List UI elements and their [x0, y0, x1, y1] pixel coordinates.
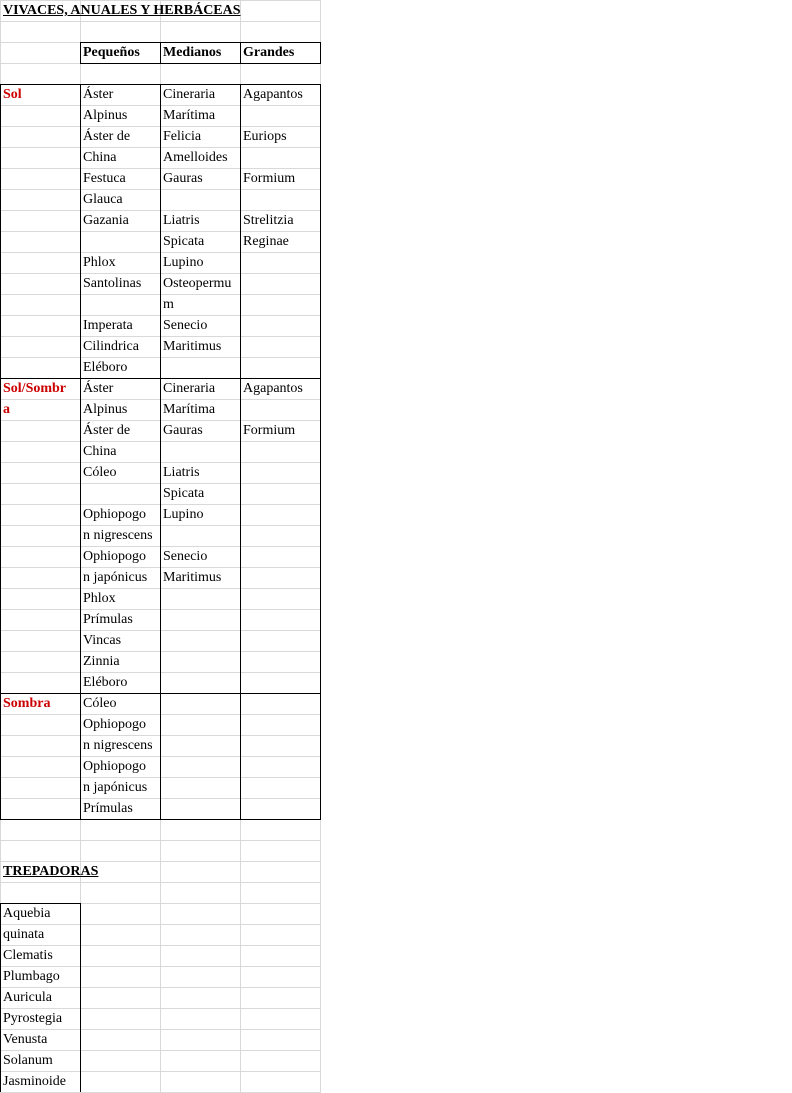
- plant-name: Prímulas: [83, 612, 133, 627]
- plant-name: Osteopermu m: [163, 276, 232, 312]
- section-label: Sol: [3, 87, 22, 102]
- plant-name: Festuca Glauca: [83, 171, 126, 207]
- header-border-bottom: [80, 63, 321, 64]
- plant-name: Cineraria Marítima: [163, 381, 216, 417]
- plant-name: Ophiopogo n nigrescens: [83, 507, 153, 543]
- climber-name: Pyrostegia Venusta: [3, 1011, 63, 1047]
- plant-name: Formium: [243, 423, 296, 438]
- section-border-side: [0, 84, 1, 379]
- header-border-top: [80, 42, 321, 43]
- plant-name: Áster de China: [83, 129, 131, 165]
- plant-name: Santolinas: [83, 276, 142, 291]
- plant-name: Imperata Cilindrica: [83, 318, 139, 354]
- section-border-side: [160, 693, 161, 820]
- plant-name: Strelitzia Reginae: [243, 213, 294, 249]
- page-title: VIVACES, ANUALES Y HERBÁCEAS: [3, 3, 241, 18]
- plant-name: Áster de China: [83, 423, 131, 459]
- climbers-border-top: [0, 903, 81, 904]
- plant-name: Senecio Maritimus: [163, 549, 222, 585]
- spreadsheet-grid: [0, 0, 321, 1093]
- plant-name: Liatris Spicata: [163, 465, 205, 501]
- header-border-side: [80, 42, 81, 64]
- plant-name: Cineraria Marítima: [163, 87, 216, 123]
- climbers-border-right: [80, 903, 81, 1092]
- plant-name: Lupino: [163, 255, 204, 270]
- plant-name: Gauras: [163, 171, 203, 186]
- section-border-bottom: [0, 819, 321, 820]
- plant-name: Zinnia: [83, 654, 120, 669]
- column-header: Pequeños: [83, 45, 140, 60]
- section-border-side: [80, 693, 81, 820]
- section-border-side: [160, 378, 161, 694]
- plant-name: Liatris Spicata: [163, 213, 205, 249]
- plant-name: Agapantos: [243, 381, 303, 396]
- section-border-side: [0, 693, 1, 820]
- plant-name: Cóleo: [83, 465, 117, 480]
- section-border-side: [320, 693, 321, 820]
- section-border-side: [160, 84, 161, 379]
- section-border-side: [240, 693, 241, 820]
- plant-name: Prímulas: [83, 801, 133, 816]
- plant-name: Ophiopogo n japónicus: [83, 549, 148, 585]
- plant-name: Vincas: [83, 633, 122, 648]
- column-header: Grandes: [243, 45, 295, 60]
- climber-name: Solanum Jasminoide: [3, 1053, 66, 1089]
- section-label: Sombra: [3, 696, 51, 711]
- plant-name: Áster Alpinus: [83, 87, 128, 123]
- plant-name: Lupino: [163, 507, 204, 522]
- plant-name: Felicia Amelloides: [163, 129, 228, 165]
- climber-name: Aquebia quinata: [3, 906, 51, 942]
- header-border-side: [320, 42, 321, 64]
- header-border-side: [160, 42, 161, 64]
- plant-name: Formium: [243, 171, 296, 186]
- section-border-side: [240, 84, 241, 379]
- plant-name: Eléboro: [83, 360, 128, 375]
- climbers-border-left: [0, 903, 1, 1092]
- plant-name: Eléboro: [83, 675, 128, 690]
- column-header: Medianos: [163, 45, 222, 60]
- section-border-side: [320, 378, 321, 694]
- climbers-title: TREPADORAS: [3, 864, 99, 879]
- climber-name: Clematis: [3, 948, 53, 963]
- plant-name: Phlox: [83, 255, 116, 270]
- plant-name: Senecio Maritimus: [163, 318, 222, 354]
- plant-name: Gazania: [83, 213, 129, 228]
- plant-name: Ophiopogo n nigrescens: [83, 717, 153, 753]
- plant-name: Phlox: [83, 591, 116, 606]
- plant-name: Ophiopogo n japónicus: [83, 759, 148, 795]
- section-border-side: [80, 378, 81, 694]
- plant-name: Agapantos: [243, 87, 303, 102]
- header-border-side: [240, 42, 241, 64]
- section-border-side: [80, 84, 81, 379]
- section-border-side: [320, 84, 321, 379]
- plant-name: Gauras: [163, 423, 203, 438]
- plant-name: Cóleo: [83, 696, 117, 711]
- section-label: Sol/Sombr a: [3, 381, 67, 417]
- plant-name: Euriops: [243, 129, 287, 144]
- section-border-side: [240, 378, 241, 694]
- section-border-side: [0, 378, 1, 694]
- plant-name: Áster Alpinus: [83, 381, 128, 417]
- climber-name: Plumbago Auricula: [3, 969, 60, 1005]
